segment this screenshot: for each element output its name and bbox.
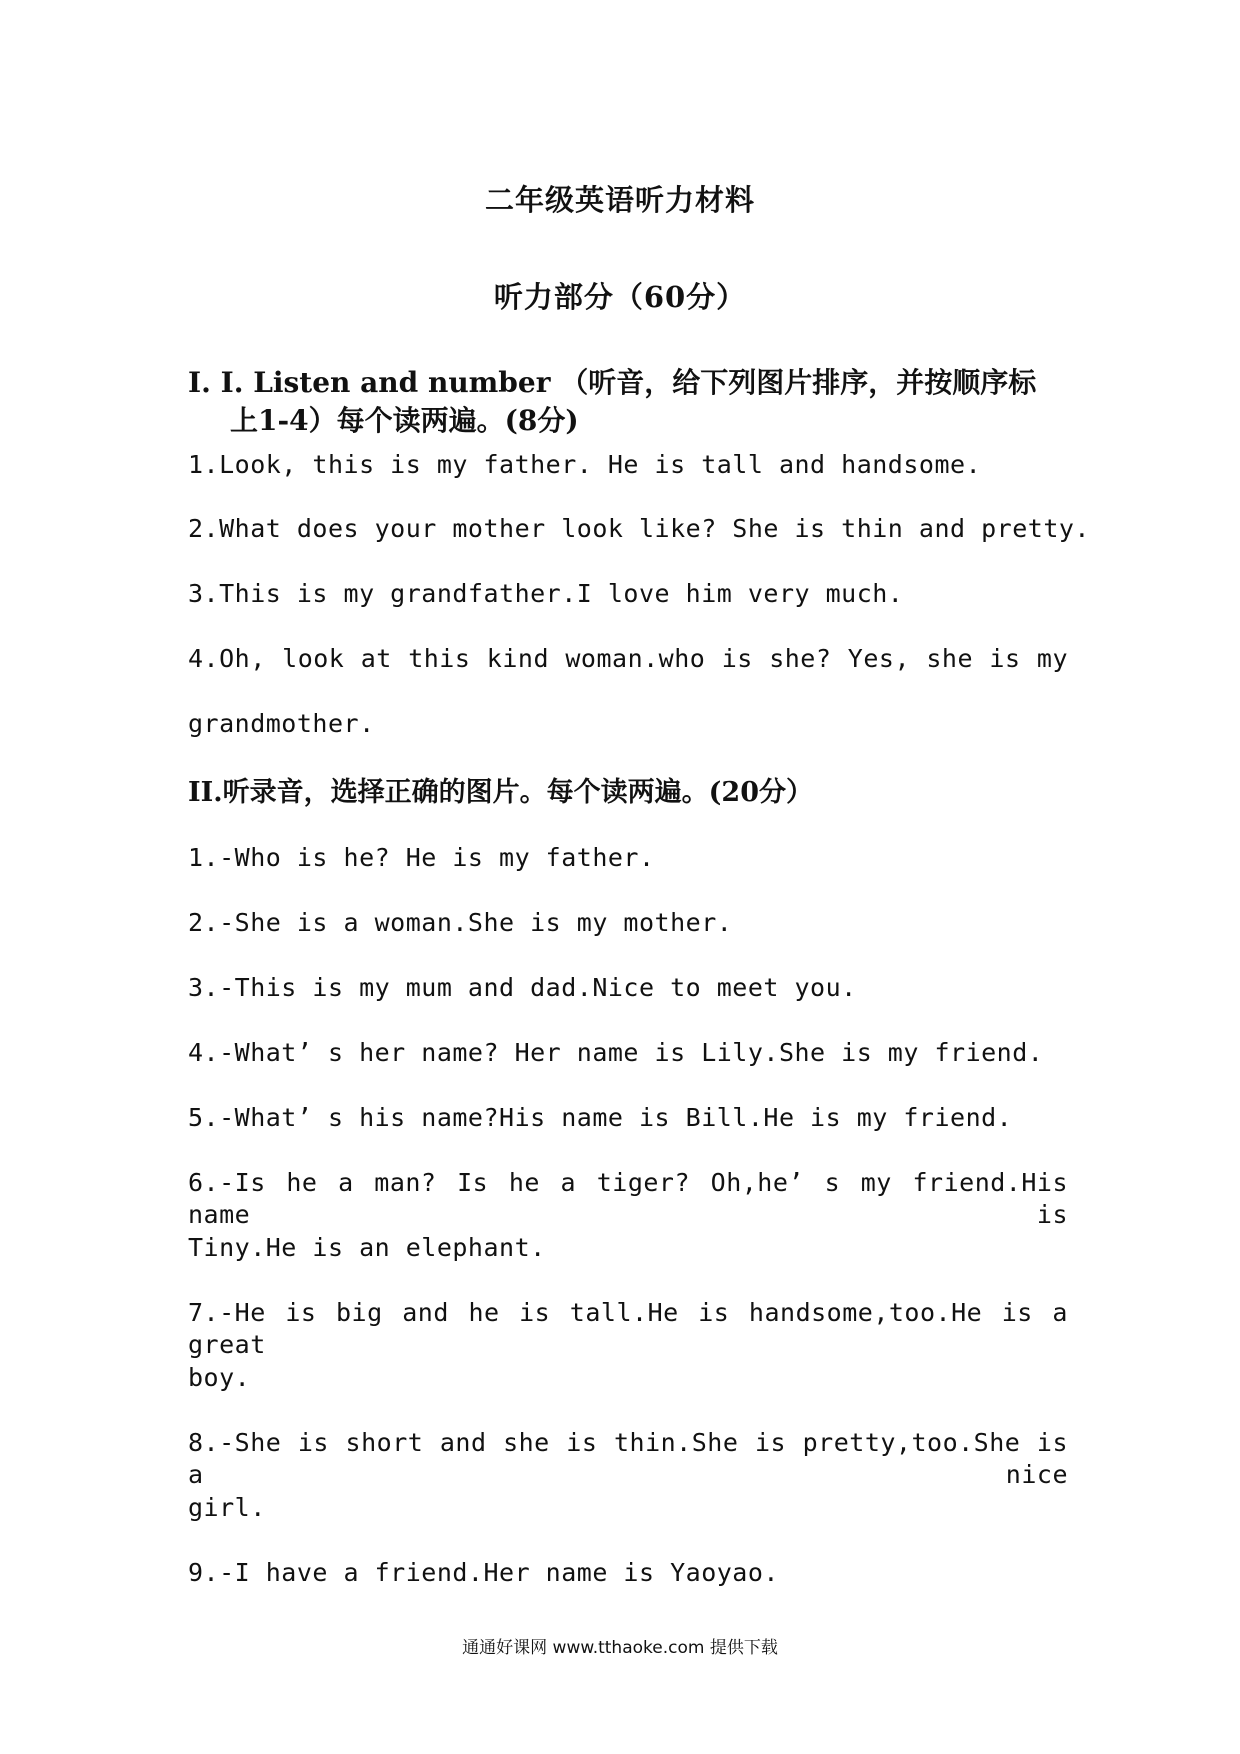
section-2-item-2: 2.-She is a woman.She is my mother. [188,908,733,937]
page-footer: 通通好课网 www.tthaoke.com 提供下载 [462,1638,778,1658]
section-2-item-8: 8.-She is short and she is thin.She is pretty,too.She is a nice [188,1428,1068,1489]
section-2-item-7: 7.-He is big and he is tall.He is handsome,too.He is a great [188,1298,1068,1359]
section-1-item-4-cont: grandmother. [188,709,375,738]
section-1-item-3: 3.This is my grandfather.I love him very much. [188,579,904,608]
document-subtitle: 听力部分（60分） [493,280,747,314]
section-2-item-6: 6.-Is he a man? Is he a tiger? Oh,he’ s my friend.His name is [188,1168,1068,1229]
section-1-item-1: 1.Look, this is my father. He is tall and handsome. [188,450,982,479]
section-2-item-6-cont: Tiny.He is an elephant. [188,1233,546,1262]
section-1-heading-line1: I. I. Listen and number （听音，给下列图片排序，并按顺序标 [188,366,1037,399]
section-1-heading [188,364,1068,440]
section-2-item-9: 9.-I have a friend.Her name is Yaoyao. [188,1558,779,1587]
section-2-item-4: 4.-What’ s her name? Her name is Lily.She is my friend. [188,1038,1044,1067]
section-2-item-5: 5.-What’ s his name?His name is Bill.He is my friend. [188,1103,1013,1132]
document-title: 二年级英语听力材料 [484,183,755,217]
section-2-item-7-cont: boy. [188,1363,251,1392]
section-1-item-2: 2.What does your mother look like? She is thin and pretty. [188,514,1090,543]
section-2-item-8-cont: girl. [188,1493,266,1522]
section-1-item-4: 4.Oh, look at this kind woman.who is she? Yes, she is my [188,644,1068,673]
section-2-heading: II.听录音，选择正确的图片。每个读两遍。(20分） [188,777,814,808]
section-1-heading-line2: 上1-4）每个读两遍。(8分) [230,404,579,437]
section-2-item-3: 3.-This is my mum and dad.Nice to meet you. [188,973,857,1002]
section-2-item-1: 1.-Who is he? He is my father. [188,843,655,872]
